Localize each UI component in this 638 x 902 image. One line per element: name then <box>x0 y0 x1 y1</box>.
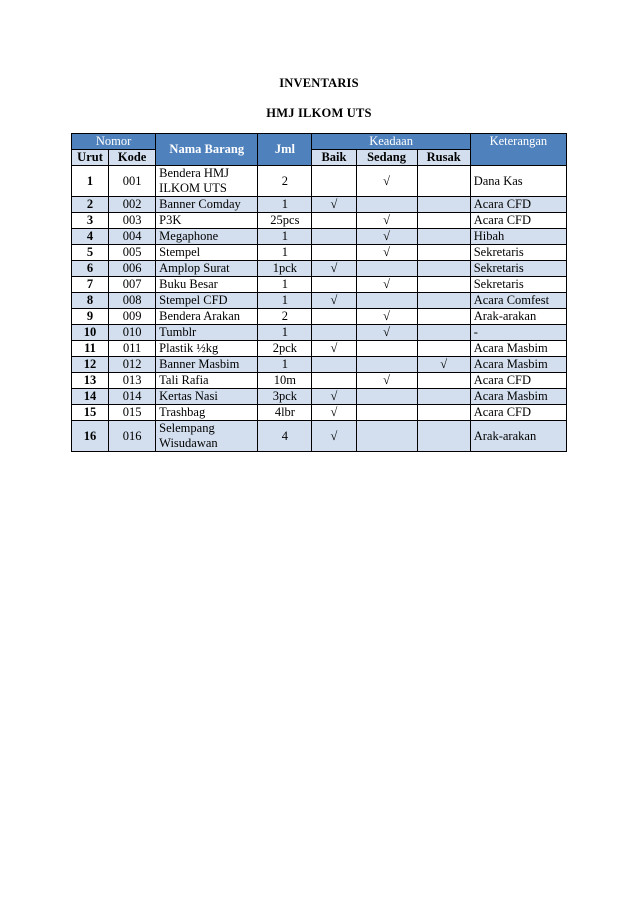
cell-jml: 1 <box>258 357 312 373</box>
cell-keterangan: Acara CFD <box>470 373 566 389</box>
cell-kode: 003 <box>109 213 156 229</box>
cell-urut: 12 <box>72 357 109 373</box>
cell-sedang: √ <box>356 229 417 245</box>
header-baik: Baik <box>312 150 356 166</box>
cell-urut: 8 <box>72 293 109 309</box>
cell-nama-barang: Stempel CFD <box>156 293 258 309</box>
cell-baik: √ <box>312 293 356 309</box>
cell-rusak <box>417 309 470 325</box>
cell-jml: 1 <box>258 277 312 293</box>
table-row <box>72 213 567 229</box>
cell-keterangan: Sekretaris <box>470 277 566 293</box>
cell-jml: 2 <box>258 166 312 197</box>
cell-kode: 008 <box>109 293 156 309</box>
cell-sedang <box>356 341 417 357</box>
cell-jml: 1 <box>258 245 312 261</box>
cell-kode: 014 <box>109 389 156 405</box>
cell-kode: 007 <box>109 277 156 293</box>
cell-jml: 10m <box>258 373 312 389</box>
header-rusak: Rusak <box>417 150 470 166</box>
cell-urut: 2 <box>72 197 109 213</box>
cell-sedang: √ <box>356 373 417 389</box>
table-row <box>72 389 567 405</box>
cell-nama-barang: Selempang Wisudawan <box>156 421 258 452</box>
cell-urut: 3 <box>72 213 109 229</box>
cell-nama-barang: Banner Masbim <box>156 357 258 373</box>
cell-sedang: √ <box>356 277 417 293</box>
document-subtitle: HMJ ILKOM UTS <box>266 106 372 120</box>
cell-sedang <box>356 293 417 309</box>
cell-keterangan: Arak-arakan <box>470 309 566 325</box>
cell-baik: √ <box>312 421 356 452</box>
cell-kode: 010 <box>109 325 156 341</box>
cell-keterangan: Acara Comfest <box>470 293 566 309</box>
table-row <box>72 405 567 421</box>
cell-jml: 2pck <box>258 341 312 357</box>
cell-jml: 1 <box>258 293 312 309</box>
cell-jml: 1 <box>258 229 312 245</box>
cell-baik: √ <box>312 389 356 405</box>
cell-keterangan: Sekretaris <box>470 261 566 277</box>
cell-sedang: √ <box>356 309 417 325</box>
header-nomor: Nomor <box>72 134 156 150</box>
cell-kode: 015 <box>109 405 156 421</box>
cell-kode: 012 <box>109 357 156 373</box>
header-sedang: Sedang <box>356 150 417 166</box>
cell-baik: √ <box>312 261 356 277</box>
cell-baik <box>312 213 356 229</box>
cell-keterangan: Sekretaris <box>470 245 566 261</box>
cell-rusak <box>417 293 470 309</box>
cell-nama-barang: Amplop Surat <box>156 261 258 277</box>
cell-keterangan: Hibah <box>470 229 566 245</box>
cell-baik: √ <box>312 197 356 213</box>
cell-rusak <box>417 166 470 197</box>
cell-sedang: √ <box>356 166 417 197</box>
cell-keterangan: Arak-arakan <box>470 421 566 452</box>
cell-rusak <box>417 325 470 341</box>
table-row <box>72 421 567 452</box>
cell-rusak <box>417 421 470 452</box>
cell-keterangan: Dana Kas <box>470 166 566 197</box>
cell-nama-barang: P3K <box>156 213 258 229</box>
cell-sedang: √ <box>356 213 417 229</box>
cell-jml: 1pck <box>258 261 312 277</box>
cell-keterangan: Acara Masbim <box>470 341 566 357</box>
inventory-table <box>71 133 567 452</box>
cell-baik <box>312 325 356 341</box>
cell-rusak <box>417 373 470 389</box>
cell-sedang <box>356 357 417 373</box>
header-kode: Kode <box>109 150 156 166</box>
cell-kode: 009 <box>109 309 156 325</box>
cell-urut: 9 <box>72 309 109 325</box>
cell-baik <box>312 373 356 389</box>
cell-rusak <box>417 197 470 213</box>
cell-sedang <box>356 389 417 405</box>
cell-jml: 25pcs <box>258 213 312 229</box>
cell-rusak <box>417 229 470 245</box>
cell-urut: 5 <box>72 245 109 261</box>
cell-baik: √ <box>312 341 356 357</box>
cell-baik <box>312 357 356 373</box>
cell-sedang: √ <box>356 325 417 341</box>
cell-urut: 13 <box>72 373 109 389</box>
cell-urut: 14 <box>72 389 109 405</box>
table-row <box>72 277 567 293</box>
cell-kode: 013 <box>109 373 156 389</box>
table-row <box>72 309 567 325</box>
table-row <box>72 166 567 197</box>
cell-kode: 005 <box>109 245 156 261</box>
cell-nama-barang: Megaphone <box>156 229 258 245</box>
cell-rusak <box>417 341 470 357</box>
cell-nama-barang: Tali Rafia <box>156 373 258 389</box>
cell-kode: 002 <box>109 197 156 213</box>
cell-rusak <box>417 277 470 293</box>
cell-jml: 1 <box>258 197 312 213</box>
cell-kode: 004 <box>109 229 156 245</box>
table-row <box>72 341 567 357</box>
cell-jml: 1 <box>258 325 312 341</box>
cell-rusak <box>417 213 470 229</box>
cell-kode: 011 <box>109 341 156 357</box>
cell-keterangan: Acara CFD <box>470 213 566 229</box>
cell-nama-barang: Bendera HMJ ILKOM UTS <box>156 166 258 197</box>
header-keadaan: Keadaan <box>312 134 470 150</box>
cell-kode: 001 <box>109 166 156 197</box>
cell-baik <box>312 166 356 197</box>
cell-urut: 6 <box>72 261 109 277</box>
cell-rusak <box>417 245 470 261</box>
cell-urut: 1 <box>72 166 109 197</box>
cell-kode: 016 <box>109 421 156 452</box>
cell-keterangan: - <box>470 325 566 341</box>
cell-nama-barang: Stempel <box>156 245 258 261</box>
cell-keterangan: Acara Masbim <box>470 357 566 373</box>
header-keterangan: Keterangan <box>470 134 566 166</box>
cell-jml: 4 <box>258 421 312 452</box>
cell-kode: 006 <box>109 261 156 277</box>
cell-nama-barang: Tumblr <box>156 325 258 341</box>
cell-sedang <box>356 261 417 277</box>
cell-keterangan: Acara CFD <box>470 197 566 213</box>
table-row <box>72 245 567 261</box>
document-title: INVENTARIS <box>279 76 359 90</box>
cell-urut: 11 <box>72 341 109 357</box>
table-row <box>72 373 567 389</box>
cell-rusak <box>417 389 470 405</box>
table-row <box>72 229 567 245</box>
table-row <box>72 357 567 373</box>
cell-urut: 15 <box>72 405 109 421</box>
cell-jml: 2 <box>258 309 312 325</box>
cell-rusak <box>417 405 470 421</box>
cell-baik <box>312 245 356 261</box>
cell-baik <box>312 229 356 245</box>
header-jml: Jml <box>258 134 312 166</box>
cell-sedang <box>356 197 417 213</box>
table-body <box>72 166 567 452</box>
cell-jml: 4lbr <box>258 405 312 421</box>
cell-baik: √ <box>312 405 356 421</box>
cell-nama-barang: Bendera Arakan <box>156 309 258 325</box>
cell-nama-barang: Plastik ½kg <box>156 341 258 357</box>
table-row <box>72 293 567 309</box>
cell-baik <box>312 309 356 325</box>
cell-sedang <box>356 421 417 452</box>
header-urut: Urut <box>72 150 109 166</box>
table-row <box>72 325 567 341</box>
cell-rusak <box>417 261 470 277</box>
table-row <box>72 197 567 213</box>
cell-urut: 4 <box>72 229 109 245</box>
header-nama-barang: Nama Barang <box>156 134 258 166</box>
cell-urut: 16 <box>72 421 109 452</box>
cell-keterangan: Acara CFD <box>470 405 566 421</box>
cell-urut: 10 <box>72 325 109 341</box>
cell-nama-barang: Kertas Nasi <box>156 389 258 405</box>
cell-nama-barang: Buku Besar <box>156 277 258 293</box>
cell-nama-barang: Banner Comday <box>156 197 258 213</box>
cell-nama-barang: Trashbag <box>156 405 258 421</box>
cell-sedang <box>356 405 417 421</box>
cell-jml: 3pck <box>258 389 312 405</box>
cell-sedang: √ <box>356 245 417 261</box>
cell-urut: 7 <box>72 277 109 293</box>
cell-baik <box>312 277 356 293</box>
table-row <box>72 261 567 277</box>
cell-keterangan: Acara Masbim <box>470 389 566 405</box>
cell-rusak: √ <box>417 357 470 373</box>
